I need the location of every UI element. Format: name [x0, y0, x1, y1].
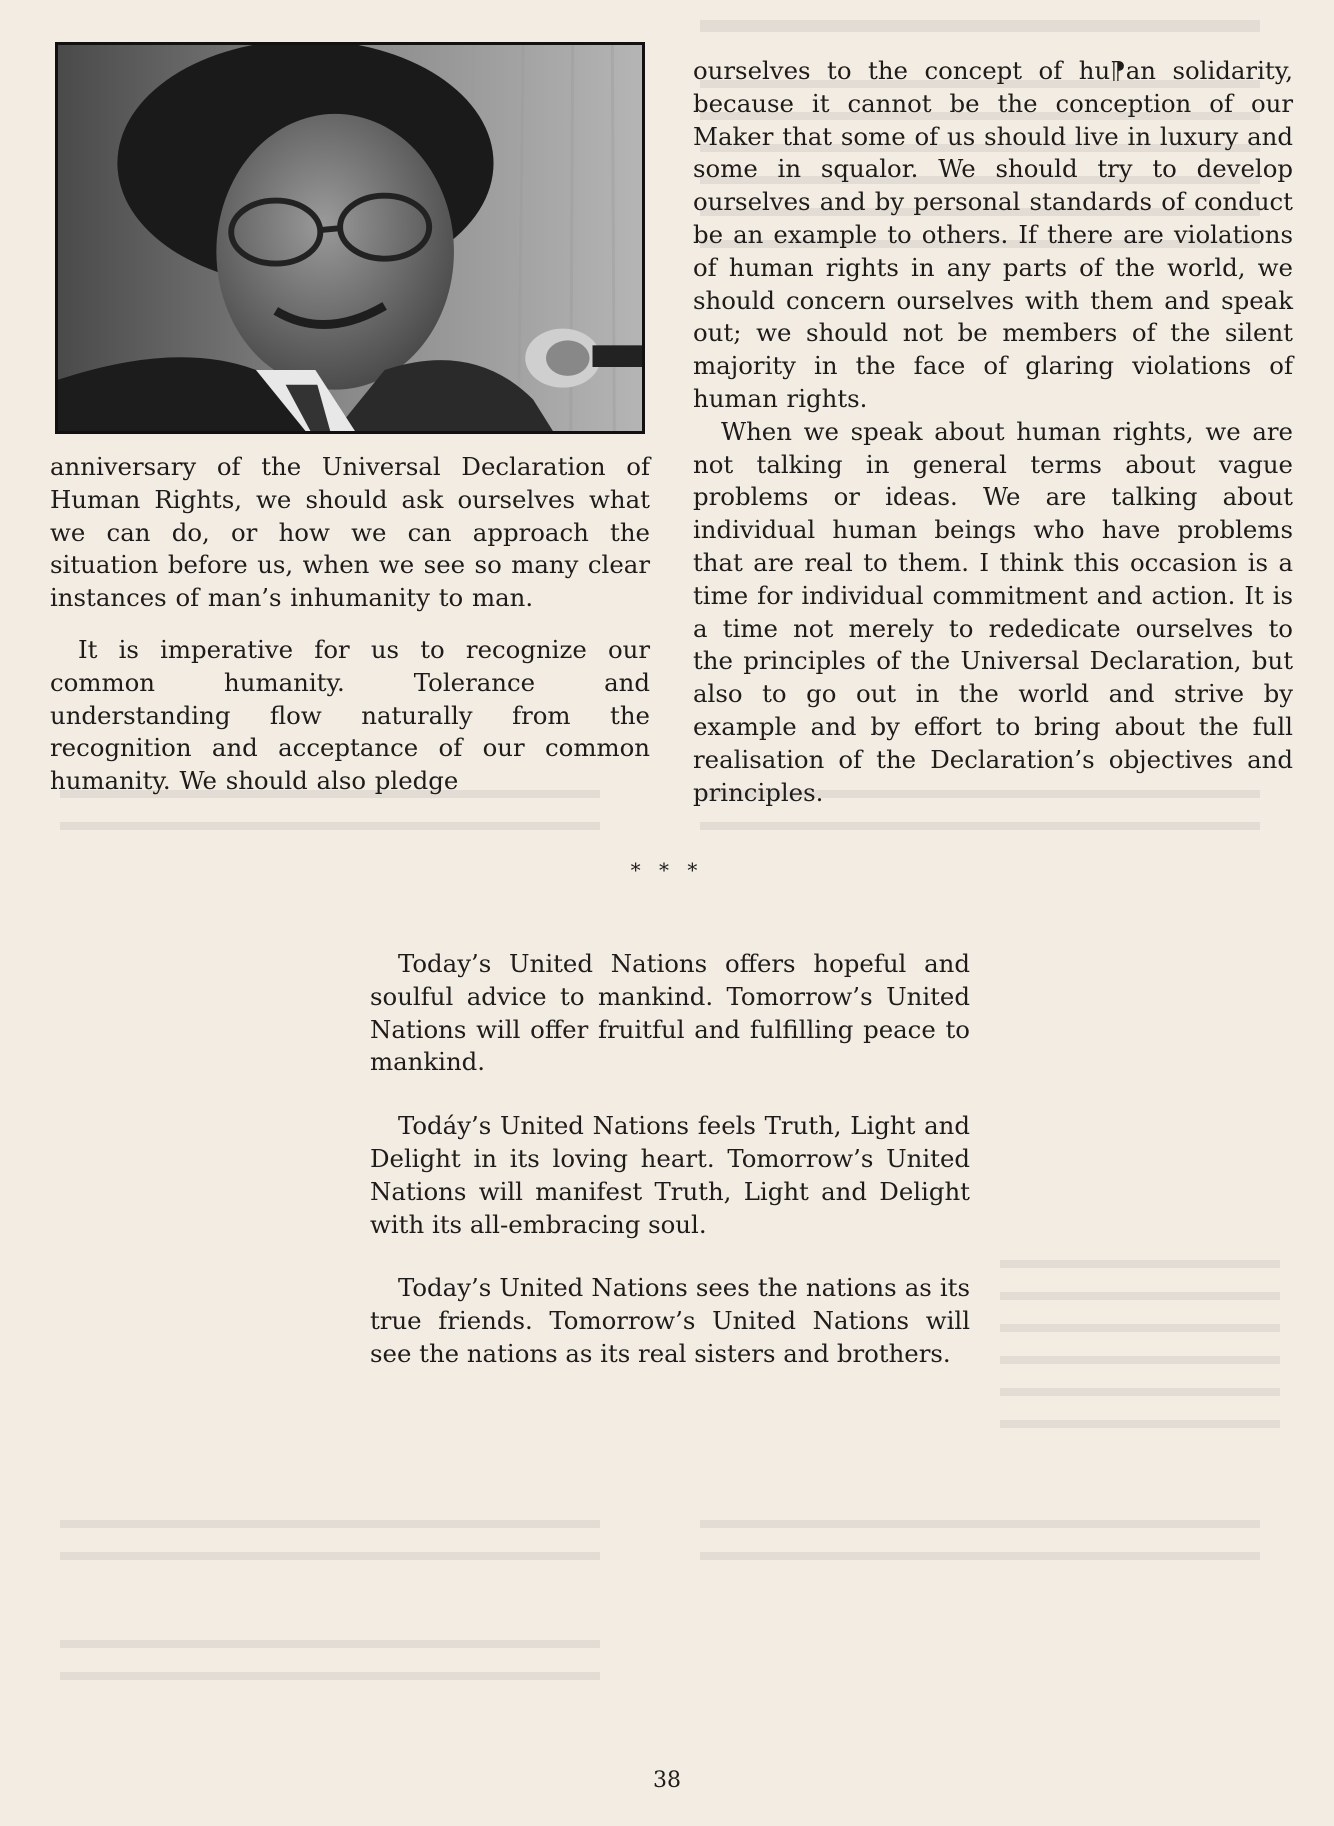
left-paragraph-1: anniversary of the Universal Declaration of Human Rights, we should ask ourselves what we can do, or how we can approach the situation before us, when we see so many clear instances of man’s inhumanity to man. — [50, 452, 650, 613]
quote-block — [370, 948, 970, 1402]
quote-3: Today’s United Nations sees the nations as its true friends. Tomorrow’s United Nations will see the nations as its real sisters and brothers. — [370, 1273, 970, 1368]
right-column — [693, 55, 1293, 809]
section-separator: * * * — [630, 858, 704, 882]
right-paragraph-2: When we speak about human rights, we are not talking in general terms about vague problems or ideas. We are talking about individual human beings who have problems that are real to them. I think this occasion is a time for individual commitment and action. It is a time not merely to rededicate ourselves to the principles of the Universal Declaration, but also to go out in the world and strive by example and by effort to bring about the full realisation of the Declaration’s objectives and principles. — [693, 416, 1293, 807]
left-paragraph-2: It is imperative for us to recognize our common humanity. Tolerance and understanding flow naturally from the recognition and acceptance of our common humanity. We should also pledge — [50, 634, 650, 796]
right-paragraph-1: ourselves to the concept of hu⁋an solidarity, because it cannot be the conception of our Maker that some of us should live in luxury and some in squalor. We should try to develop ourselves and by personal standards of conduct be an example to others. If there are violations of human rights in any parts of the world, we should concern ourselves with them and speak out; we should not be members of the silent majority in the face of glaring violations of human rights. — [693, 56, 1293, 413]
speaker-photo — [55, 42, 645, 434]
quote-1: Today’s United Nations offers hopeful and soulful advice to mankind. Tomorrow’s United Nations will offer fruitful and fulfilling peace to mankind. — [370, 949, 970, 1077]
page-number: 38 — [653, 1768, 681, 1793]
left-column — [50, 451, 650, 798]
portrait-icon — [58, 45, 642, 431]
quote-2: Todáy’s United Nations feels Truth, Light and Delight in its loving heart. Tomorrow’s United Nations will manifest Truth, Light and Delight with its all-embracing soul. — [370, 1111, 970, 1239]
